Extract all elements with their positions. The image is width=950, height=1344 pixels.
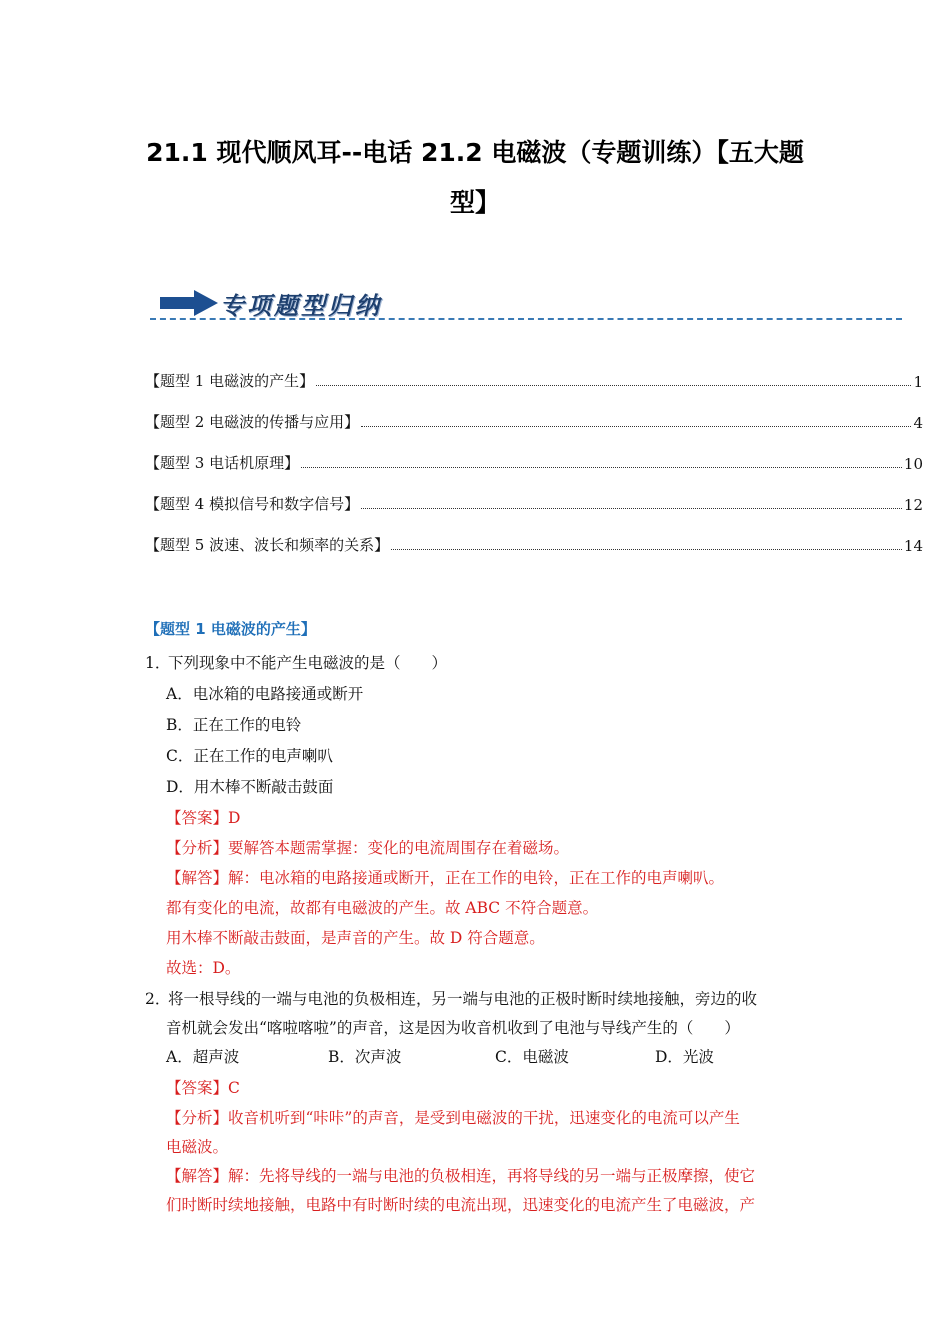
table-of-contents bbox=[145, 350, 923, 555]
toc-entry[interactable] bbox=[145, 473, 923, 514]
solution-line: 【解答】解：先将导线的一端与电池的负极相连，再将导线的另一端与正极摩擦，使它 bbox=[166, 1167, 756, 1185]
toc-leader-dots bbox=[391, 548, 902, 550]
solution-line: 【解答】解：电冰箱的电路接通或断开，正在工作的电铃，正在工作的电声喇叭。 bbox=[166, 869, 725, 887]
toc-entry-label: 【题型 1 电磁波的产生】 bbox=[145, 372, 315, 390]
toc-entry-page: 14 bbox=[903, 537, 923, 555]
answer-text: 【答案】C bbox=[166, 1079, 240, 1097]
section-heading: 【题型 1 电磁波的产生】 bbox=[145, 620, 316, 638]
solution-line: 故选：D。 bbox=[166, 959, 241, 977]
toc-entry-label: 【题型 4 模拟信号和数字信号】 bbox=[145, 495, 360, 513]
toc-entry-label: 【题型 3 电话机原理】 bbox=[145, 454, 300, 472]
toc-leader-dots bbox=[301, 466, 902, 468]
analysis-line: 电磁波。 bbox=[166, 1138, 229, 1156]
document-title bbox=[140, 128, 810, 228]
question-number: 1． bbox=[145, 654, 171, 672]
toc-entry-page: 12 bbox=[903, 496, 923, 514]
option-d: D．光波 bbox=[655, 1048, 714, 1066]
analysis-line: 【分析】收音机听到“咔咔”的声音，是受到电磁波的干扰，迅速变化的电流可以产生 bbox=[166, 1109, 740, 1127]
toc-entry[interactable] bbox=[145, 391, 923, 432]
solution-line: 用木棒不断敲击鼓面，是声音的产生。故 D 符合题意。 bbox=[166, 929, 545, 947]
banner-title: 专项题型归纳 bbox=[220, 291, 382, 320]
toc-entry[interactable] bbox=[145, 432, 923, 473]
toc-leader-dots bbox=[361, 425, 911, 427]
solution-line: 都有变化的电流，故都有电磁波的产生。故 ABC 不符合题意。 bbox=[166, 899, 599, 917]
option-a: A．超声波 bbox=[166, 1048, 240, 1066]
question-stem-line: 音机就会发出“喀啦喀啦”的声音，这是因为收音机收到了电池与导线产生的（ ） bbox=[166, 1019, 740, 1037]
section-banner bbox=[150, 284, 902, 326]
option-b: B．次声波 bbox=[328, 1048, 402, 1066]
toc-entry-label: 【题型 2 电磁波的传播与应用】 bbox=[145, 413, 360, 431]
analysis-text: 【分析】要解答本题需掌握：变化的电流周围存在着磁场。 bbox=[166, 839, 570, 857]
toc-entry-page: 10 bbox=[903, 455, 923, 473]
option-d: D．用木棒不断敲击鼓面 bbox=[166, 778, 334, 796]
toc-entry-label: 【题型 5 波速、波长和频率的关系】 bbox=[145, 536, 390, 554]
toc-entry-page: 4 bbox=[913, 414, 923, 432]
option-c: C．电磁波 bbox=[495, 1048, 569, 1066]
option-b: B．正在工作的电铃 bbox=[166, 716, 302, 734]
title-line-2: 型】 bbox=[449, 188, 500, 217]
banner-divider bbox=[150, 318, 902, 320]
question-number: 2． bbox=[145, 990, 171, 1008]
option-c: C．正在工作的电声喇叭 bbox=[166, 747, 333, 765]
toc-leader-dots bbox=[361, 507, 902, 509]
answer-text: 【答案】D bbox=[166, 809, 241, 827]
arrow-right-icon bbox=[160, 290, 218, 316]
question-stem: 下列现象中不能产生电磁波的是（ ） bbox=[168, 654, 448, 672]
toc-entry[interactable] bbox=[145, 350, 923, 391]
question-stem-line: 将一根导线的一端与电池的负极相连，另一端与电池的正极时断时续地接触，旁边的收 bbox=[168, 990, 758, 1008]
toc-entry[interactable] bbox=[145, 514, 923, 555]
toc-entry-page: 1 bbox=[913, 373, 923, 391]
title-line-1: 21.1 现代顺风耳--电话 21.2 电磁波（专题训练）【五大题 bbox=[146, 138, 804, 167]
option-a: A．电冰箱的电路接通或断开 bbox=[166, 685, 364, 703]
toc-leader-dots bbox=[316, 384, 911, 386]
solution-line: 们时断时续地接触，电路中有时断时续的电流出现，迅速变化的电流产生了电磁波，产 bbox=[166, 1196, 756, 1214]
